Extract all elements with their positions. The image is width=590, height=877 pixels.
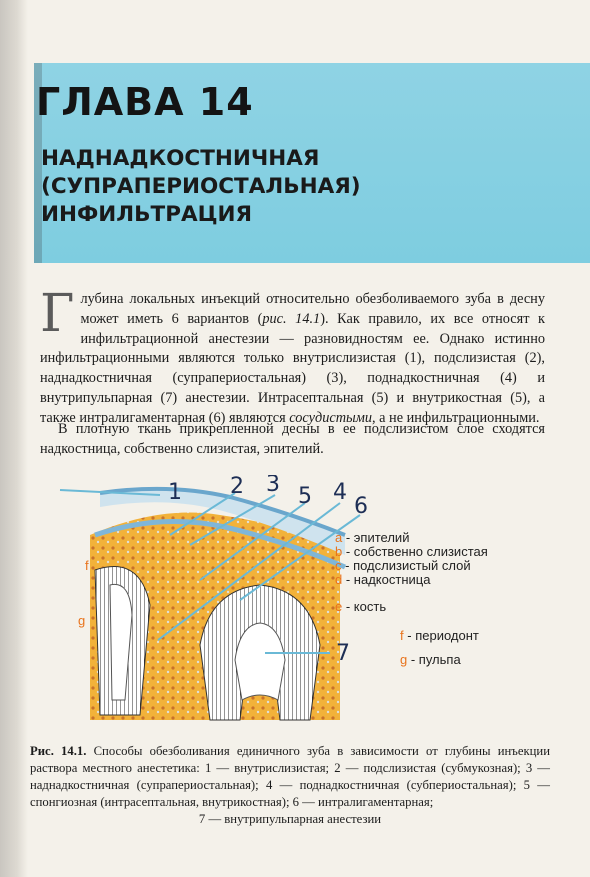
side-letter-f: f	[85, 558, 89, 573]
page-gutter	[0, 0, 28, 877]
callout-4: 4	[333, 480, 347, 505]
caption-text: Способы обезболивания единичного зуба в зависимости от глубины инъекции раствора местного анестетика: 1 — внутрислизистая; 2 — подслизистая (субмукозная); 3 — наднадкостничная (супрапериостальная); 4 — поднадкостничная (субпериостальная); 5 — спонгиозная (интрасептальная, внутрикостная); 6 — интралигаментарная;	[30, 744, 550, 809]
chapter-number: ГЛАВА 14	[36, 80, 254, 124]
legend-c: c - подслизистый слой	[335, 558, 471, 573]
callout-7: 7	[336, 641, 350, 666]
title-line-3: ИНФИЛЬТРАЦИЯ	[41, 202, 253, 227]
side-letter-g: g	[78, 613, 86, 628]
anatomy-figure	[40, 475, 560, 740]
legend-d: d - надкостница	[335, 572, 431, 587]
title-line-2: (СУПРАПЕРИОСТАЛЬНАЯ)	[41, 174, 361, 199]
para1-italic: сосудистыми	[289, 409, 372, 426]
paragraph-2: В плотную ткань прикрепленной десны в ее подслизистом слое сходятся надкостница, собственно слизистая, эпителий.	[40, 421, 545, 457]
para1-text-a: лубина локальных инъекций относительно обезболиваемого зуба в десну может иметь 6 вариантов (	[80, 291, 545, 327]
legend-g: g - пульпа	[400, 652, 461, 667]
paragraph-1	[40, 284, 545, 429]
legend-b: b - собственно слизистая	[335, 544, 488, 559]
callout-5: 5	[298, 484, 312, 509]
caption-label: Рис. 14.1.	[30, 744, 87, 758]
legend-a: a - эпителий	[335, 530, 410, 545]
drop-cap: Г	[40, 284, 75, 344]
para1-text-b: ). Как правило, их все относят к инфильтрационной анестезии — разновидностям ее. Однако истинно инфильтрационными являются только внутрислизистая (1), подслизистая (2), наднадкостничная (супрапериостальная) (3), поднадкостничная (4) и внутрипульпарная (7) анестезии. Интрасептальная (5) и внутрикостная (5), а также интралигаментарная (6) являются	[40, 310, 545, 426]
right-pulp	[235, 623, 285, 700]
figure-caption	[30, 743, 550, 828]
title-line-1: НАДНАДКОСТНИЧНАЯ	[41, 146, 320, 171]
callout-1: 1	[168, 480, 182, 505]
callout-2: 2	[230, 475, 244, 499]
caption-last-line: 7 — внутрипульпарная анестезии	[198, 812, 382, 826]
callout-6: 6	[354, 494, 368, 519]
callout-3: 3	[266, 475, 280, 497]
para1-text-c: , а не инфильтрационными.	[371, 409, 540, 426]
legend-f: f - периодонт	[400, 628, 479, 643]
legend-e: e - кость	[335, 599, 387, 614]
chapter-title	[41, 145, 371, 229]
figure-reference: рис. 14.1	[262, 310, 321, 327]
figure-illustration	[40, 475, 560, 740]
